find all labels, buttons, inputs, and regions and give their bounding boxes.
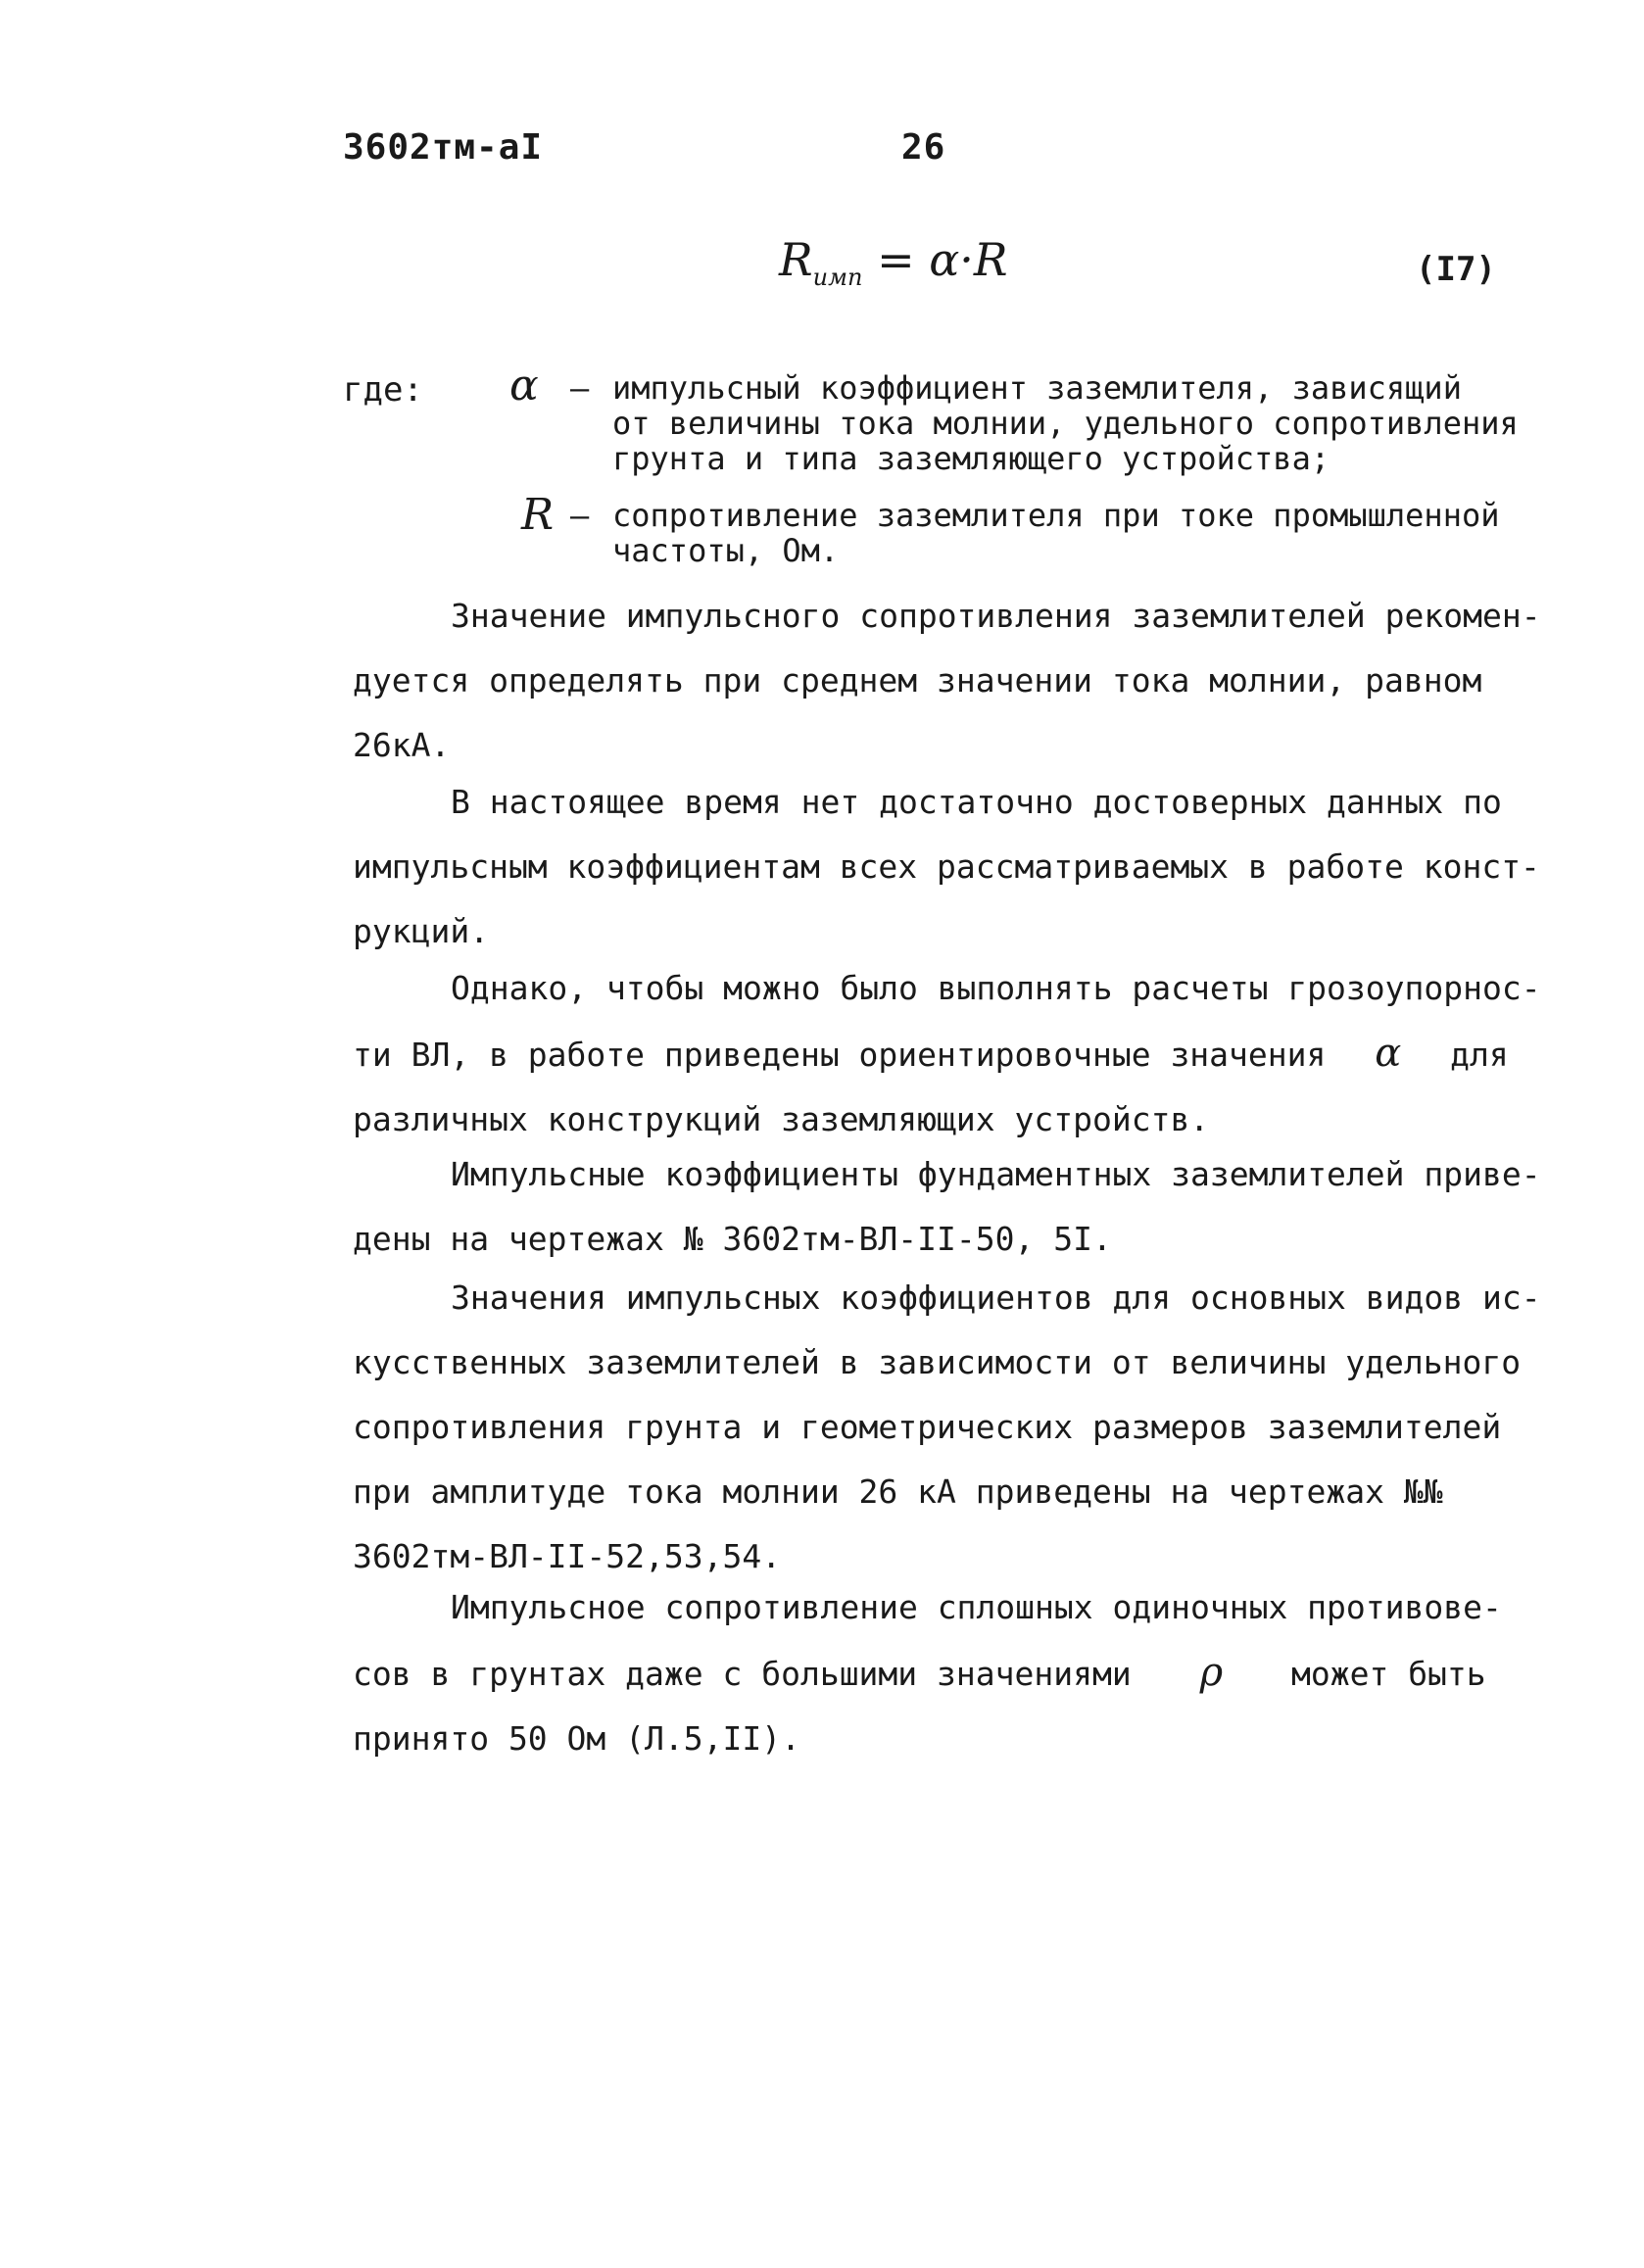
inline-symbol-alpha: α bbox=[1375, 1031, 1402, 1076]
paragraph-line: Однако, чтобы можно было выполнять расчеты грозоупорнос- bbox=[451, 969, 1541, 1007]
definition-dash-alpha: – bbox=[570, 369, 590, 407]
paragraph-line: кусственных заземлителей в зависимости от величины удельного bbox=[353, 1343, 1522, 1381]
definition-line: импульсный коэффициент заземлителя, зависящий bbox=[612, 369, 1462, 407]
paragraph-line: Импульсное сопротивление сплошных одиночных противове- bbox=[451, 1588, 1502, 1626]
paragraph-text: может быть bbox=[1290, 1655, 1486, 1693]
paragraph-line: Значения импульсных коэффициентов для основных видов ис- bbox=[451, 1279, 1541, 1317]
paragraph-3 bbox=[353, 956, 1541, 1152]
equation-number: (I7) bbox=[1416, 250, 1496, 289]
definition-line: от величины тока молнии, удельного сопротивления bbox=[612, 405, 1519, 442]
paragraph-line bbox=[353, 1640, 1528, 1707]
definition-text-alpha bbox=[612, 370, 1519, 476]
formula-lhs: R bbox=[779, 233, 813, 286]
paragraph-line: принято 50 Ом (Л.5,II). bbox=[353, 1719, 800, 1758]
where-label: где: bbox=[343, 370, 423, 410]
paragraph-line: 3602тм-ВЛ-II-52,53,54. bbox=[353, 1537, 782, 1575]
definition-symbol-alpha: α bbox=[509, 361, 539, 410]
paragraph-line: В настоящее время нет достаточно достоверных данных по bbox=[451, 783, 1502, 821]
definition-line: грунта и типа заземляющего устройства; bbox=[612, 440, 1330, 477]
paragraph-text: для bbox=[1450, 1036, 1509, 1074]
definition-r bbox=[521, 490, 554, 540]
page-number: 26 bbox=[901, 127, 946, 168]
paragraph-4 bbox=[353, 1142, 1541, 1272]
paragraph-line: импульсным коэффициентам всех рассматриваемых в работе конст- bbox=[353, 847, 1540, 886]
definition-text-r bbox=[612, 498, 1499, 568]
definition-alpha bbox=[509, 361, 539, 410]
definition-symbol-r: R bbox=[521, 490, 555, 540]
paragraph-6 bbox=[353, 1575, 1528, 1771]
paragraph-2 bbox=[353, 770, 1540, 964]
formula-lhs-subscript: имп bbox=[812, 264, 863, 292]
paragraph-line: различных конструкций заземляющих устройств. bbox=[353, 1100, 1210, 1138]
document-code: 3602тм-аI bbox=[343, 127, 544, 168]
paragraph-text: ти ВЛ, в работе приведены ориентировочные значения bbox=[353, 1036, 1327, 1074]
inline-symbol-rho: ρ bbox=[1199, 1650, 1224, 1695]
paragraph-line bbox=[353, 1021, 1528, 1087]
formula-rhs: = α·R bbox=[877, 233, 1008, 286]
paragraph-line: дены на чертежах № 3602тм-ВЛ-II-50, 5I. bbox=[353, 1220, 1112, 1258]
paragraph-line: при амплитуде тока молнии 26 кА приведены на чертежах №№ bbox=[353, 1472, 1443, 1511]
paragraph-line: Значение импульсного сопротивления заземлителей рекомен- bbox=[451, 597, 1541, 635]
paragraph-1 bbox=[353, 584, 1541, 778]
paragraph-line: Импульсные коэффициенты фундаментных заземлителей приве- bbox=[451, 1155, 1541, 1193]
formula bbox=[779, 233, 1008, 291]
paragraph-line: 26кА. bbox=[353, 726, 451, 764]
paragraph-line: рукций. bbox=[353, 912, 490, 950]
definition-line: сопротивление заземлителя при токе промышленной bbox=[612, 497, 1500, 534]
definition-line: частоты, Ом. bbox=[612, 532, 840, 569]
paragraph-text: сов в грунтах даже с большими значениями bbox=[353, 1655, 1132, 1693]
paragraph-line: дуется определять при среднем значении тока молнии, равном bbox=[353, 661, 1482, 700]
paragraph-line: сопротивления грунта и геометрических размеров заземлителей bbox=[353, 1408, 1502, 1446]
definition-dash-r: – bbox=[570, 497, 590, 534]
paragraph-5 bbox=[353, 1266, 1541, 1589]
